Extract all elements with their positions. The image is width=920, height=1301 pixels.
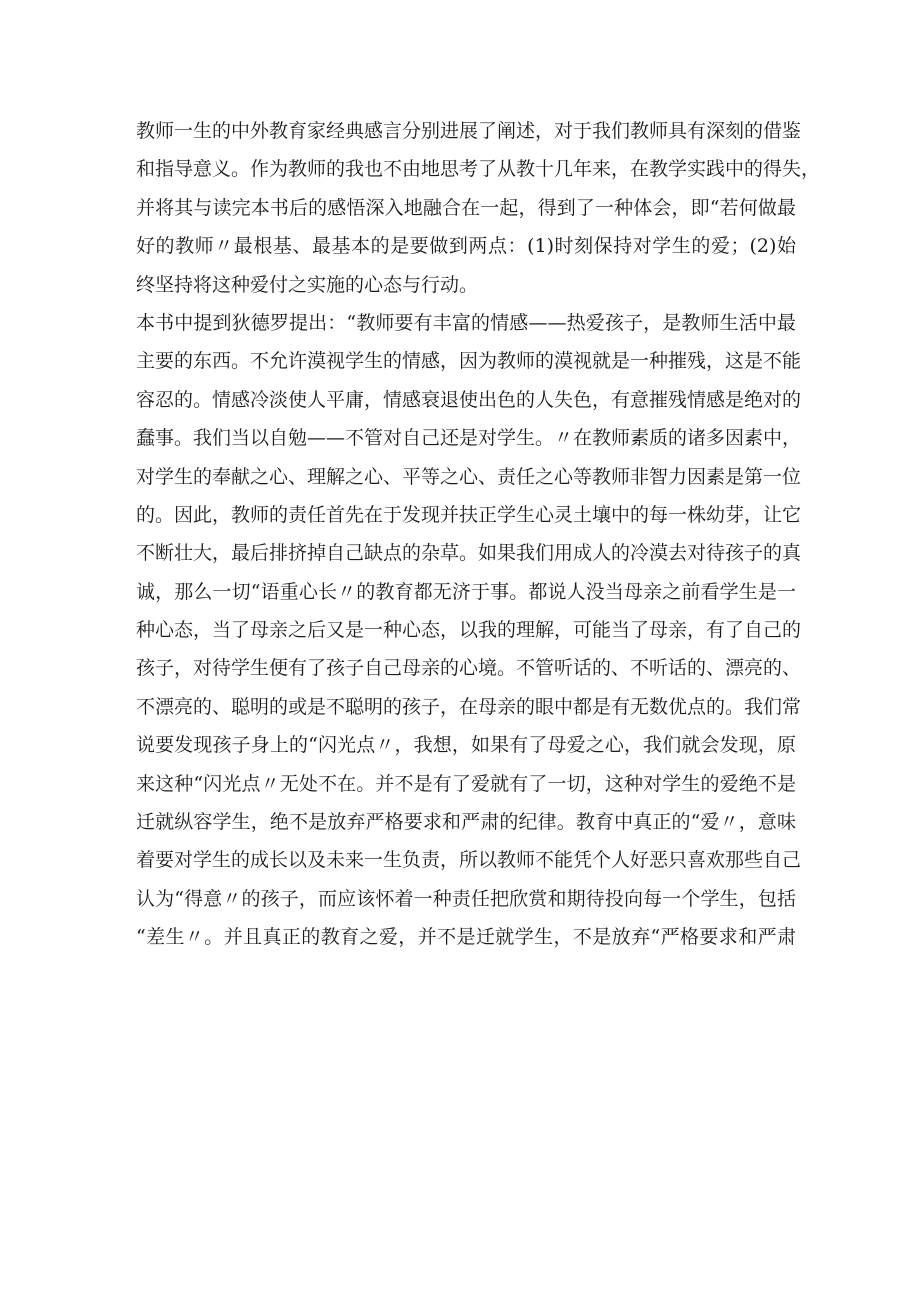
body-text bbox=[136, 112, 821, 957]
text-line: 诚，那么一切“语重心长〃的教育都无济于事。都说人没当母亲之前看学生是一 bbox=[136, 580, 796, 603]
text-line: “差生〃。并且真正的教育之爱，并不是迁就学生，不是放弃“严格要求和严肃 bbox=[136, 926, 796, 949]
text-line: 容忍的。情感冷淡使人平庸，情感衰退使出色的人失色，有意摧残情感是绝对的 bbox=[136, 388, 802, 411]
text-line: 终坚持将这种爱付之实施的心态与行动。 bbox=[136, 273, 479, 296]
text-line: 教师一生的中外教育家经典感言分别进展了阐述，对于我们教师具有深刻的借鉴 bbox=[136, 120, 802, 142]
text-line: 着要对学生的成长以及未来一生负责，所以教师不能凭个人好恶只喜欢那些自己 bbox=[136, 849, 802, 872]
text-line: 对学生的奉献之心、理解之心、平等之心、责任之心等教师非智力因素是第一位 bbox=[136, 465, 802, 488]
text-line: 的。因此，教师的责任首先在于发现并扶正学生心灵土壤中的每一株幼芽，让它 bbox=[136, 503, 802, 526]
text-line: 种心态，当了母亲之后又是一种心态，以我的理解，可能当了母亲，有了自己的 bbox=[136, 619, 802, 642]
text-line: 不断壮大，最后排挤掉自己缺点的杂草。如果我们用成人的冷漠去对待孩子的真 bbox=[136, 542, 802, 565]
text-line: 不漂亮的、聪明的或是不聪明的孩子，在母亲的眼中都是有无数优点的。我们常 bbox=[136, 695, 802, 718]
text-line: 主要的东西。不允许漠视学生的情感，因为教师的漠视就是一种摧残，这是不能 bbox=[136, 350, 802, 373]
text-line: 迁就纵容学生，绝不是放弃严格要求和严肃的纪律。教育中真正的“爱〃，意味 bbox=[136, 811, 796, 834]
text-line: 本书中提到狄德罗提出：“教师要有丰富的情感——热爱孩子，是教师生活中最 bbox=[136, 311, 796, 334]
text-line: 和指导意义。作为教师的我也不由地思考了从教十几年来，在教学实践中的得失， bbox=[136, 158, 821, 181]
text-line: 说要发现孩子身上的“闪光点〃，我想，如果有了母爱之心，我们就会发现，原 bbox=[136, 734, 796, 757]
text-line: 好的教师〃最根基、最基本的是要做到两点：(1)时刻保持对学生的爱；(2)始 bbox=[136, 235, 796, 258]
text-line: 认为“得意〃的孩子，而应该怀着一种责任把欣赏和期待投向每一个学生，包括 bbox=[136, 887, 796, 910]
text-line: 并将其与读完本书后的感悟深入地融合在一起，得到了一种体会，即“若何做最 bbox=[136, 196, 796, 219]
text-line: 蠢事。我们当以自勉——不管对自己还是对学生。〃在教师素质的诸多因素中， bbox=[136, 427, 802, 450]
text-line: 来这种“闪光点〃无处不在。并不是有了爱就有了一切，这种对学生的爱绝不是 bbox=[136, 772, 796, 795]
text-line: 孩子，对待学生便有了孩子自己母亲的心境。不管听话的、不听话的、漂亮的、 bbox=[136, 657, 802, 680]
